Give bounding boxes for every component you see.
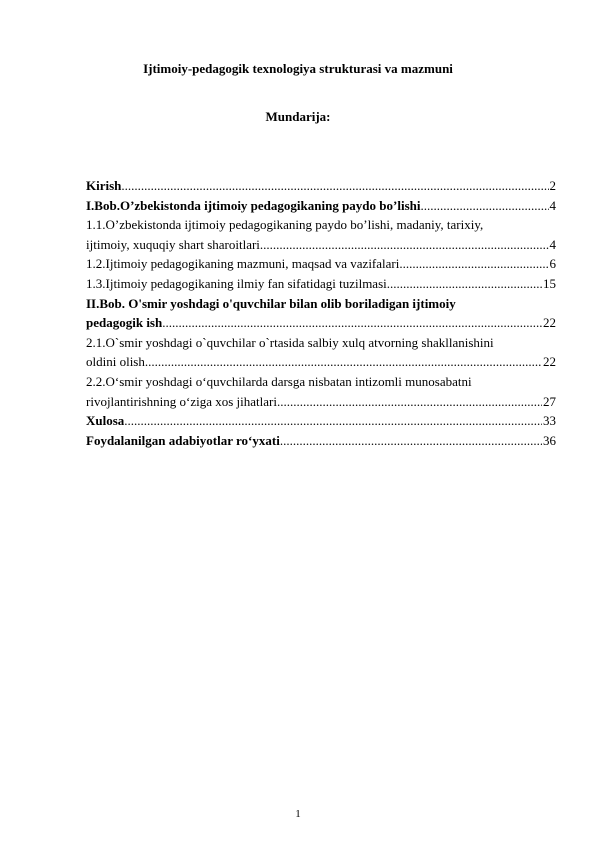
toc-leader-dots xyxy=(162,313,542,333)
toc-entry-page: 6 xyxy=(549,256,556,272)
toc-entry-title: 1.2.Ijtimoiy pedagogikaning mazmuni, maqsad va vazifalari xyxy=(86,256,400,272)
toc-entry-title: 2.1.O`smir yoshdagi o`quvchilar o`rtasida salbiy xulq atvorning shakllanishini xyxy=(86,334,494,350)
toc-entry-page: 22 xyxy=(543,354,556,370)
toc-leader-dots xyxy=(399,254,548,274)
toc-leader-dots xyxy=(277,392,542,412)
toc-entry[interactable] xyxy=(86,274,556,294)
toc-entry-page: 22 xyxy=(543,315,556,331)
toc-entry[interactable] xyxy=(86,372,556,392)
toc-leader-dots xyxy=(280,431,542,451)
toc-entry-title: 1.3.Ijtimoiy pedagogikaning ilmiy fan sifatidagi tuzilmasi xyxy=(86,275,387,291)
toc-entry[interactable] xyxy=(86,392,556,412)
toc-entry-page: 27 xyxy=(543,393,556,409)
toc-leader-dots xyxy=(121,176,548,196)
toc-entry[interactable] xyxy=(86,254,556,274)
toc-entry[interactable] xyxy=(86,411,556,431)
toc-entry-title: Xulosa xyxy=(86,413,125,429)
toc-leader-dots xyxy=(420,196,548,216)
toc-entry-title: ijtimoiy, xuquqiy shart sharoitlari xyxy=(86,236,260,252)
toc-entry-page: 15 xyxy=(543,275,556,291)
toc-entry[interactable] xyxy=(86,352,556,372)
toc-entry-title: II.Bob. O'smir yoshdagi o'quvchilar bilan olib boriladigan ijtimoiy xyxy=(86,295,456,311)
toc-entry[interactable] xyxy=(86,176,556,196)
toc-entry[interactable] xyxy=(86,196,556,216)
toc-heading: Mundarija: xyxy=(265,109,331,124)
toc-entry-title: pedagogik ish xyxy=(86,315,163,331)
toc-entry[interactable] xyxy=(86,215,556,235)
toc-leader-dots xyxy=(145,352,542,372)
toc-leader-dots xyxy=(387,274,542,294)
toc-entry[interactable] xyxy=(86,313,556,333)
toc-entry-page: 4 xyxy=(549,197,556,213)
toc-entry[interactable] xyxy=(86,235,556,255)
table-of-contents xyxy=(86,176,556,450)
toc-entry-title: Foydalanilgan adabiyotlar ro‘yxati xyxy=(86,432,280,448)
toc-entry[interactable] xyxy=(86,431,556,451)
toc-entry-page: 36 xyxy=(543,432,556,448)
toc-entry[interactable] xyxy=(86,294,556,314)
toc-entry-title: I.Bob.O’zbekistonda ijtimoiy pedagogikaning paydo bo’lishi xyxy=(86,197,421,213)
toc-leader-dots xyxy=(260,235,549,255)
toc-entry-title: rivojlantirishning o‘ziga xos jihatlari xyxy=(86,393,277,409)
document-title: Ijtimoiy-pedagogik texnologiya strukturasi va mazmuni xyxy=(143,61,453,76)
toc-entry[interactable] xyxy=(86,333,556,353)
toc-entry-title: oldini olish xyxy=(86,354,145,370)
toc-entry-page: 4 xyxy=(549,236,556,252)
toc-entry-page: 33 xyxy=(543,413,556,429)
toc-entry-page: 2 xyxy=(549,178,556,193)
toc-entry-title: 2.2.O‘smir yoshdagi o‘quvchilarda darsga nisbatan intizomli munosabatni xyxy=(86,373,472,389)
toc-leader-dots xyxy=(124,411,542,431)
toc-entry-title: Kirish xyxy=(86,178,122,193)
page-number: 1 xyxy=(295,808,301,820)
toc-entry-title: 1.1.O’zbekistonda ijtimoiy pedagogikaning paydo bo’lishi, madaniy, tarixiy, xyxy=(86,217,484,233)
